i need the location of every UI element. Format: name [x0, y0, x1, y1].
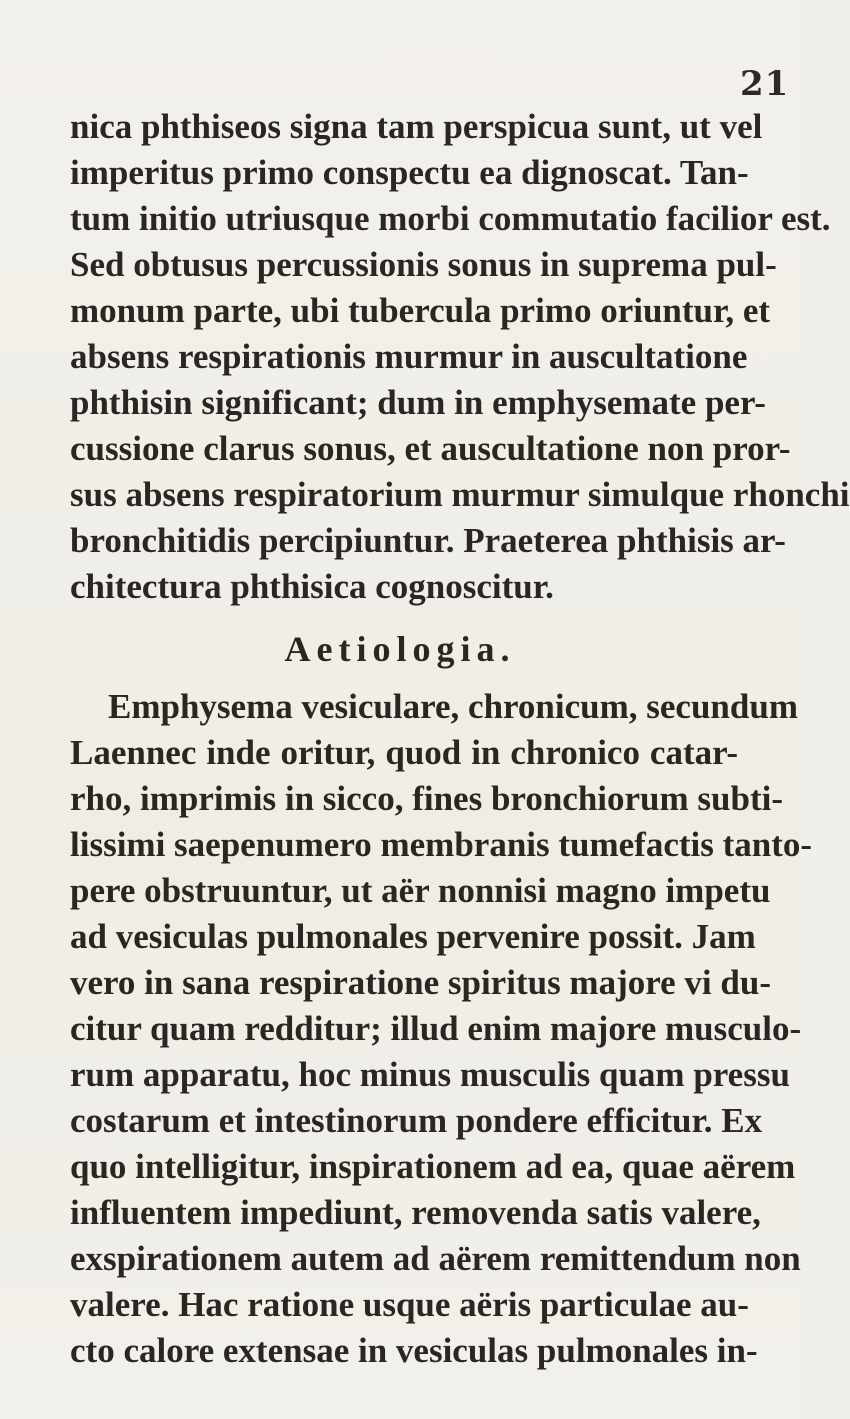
text-line: absens respirationis murmur in auscultatione — [70, 337, 748, 376]
text-line: Emphysema vesiculare, chronicum, secundum — [108, 687, 798, 726]
text-line: exspirationem autem ad aërem remittendum non — [70, 1239, 801, 1278]
text-line: sus absens respiratorium murmur simulque rhonchi — [70, 475, 850, 514]
text-line: Sed obtusus percussionis sonus in suprema pul- — [70, 245, 777, 284]
text-line: costarum et intestinorum pondere efficitur. Ex — [70, 1101, 763, 1140]
text-line: lissimi saepenumero membranis tumefactis tanto- — [70, 825, 813, 864]
text-line: monum parte, ubi tubercula primo oriuntur, et — [70, 291, 771, 330]
text-line: cto calore extensae in vesiculas pulmonales in- — [70, 1331, 758, 1370]
text-line: pere obstruuntur, ut aër nonnisi magno impetu — [70, 871, 771, 910]
text-line: citur quam redditur; illud enim majore musculo- — [70, 1009, 802, 1048]
text-line: cussione clarus sonus, et auscultatione non pror- — [70, 429, 791, 468]
text-line: bronchitidis percipiuntur. Praeterea phthisis ar- — [70, 521, 786, 560]
text-line: Laennec inde oritur, quod in chronico catar- — [70, 733, 738, 772]
text-line: ad vesiculas pulmonales pervenire possit. Jam — [70, 917, 756, 956]
section-heading: Aetiologia. — [284, 629, 516, 669]
text-line: influentem impediunt, removenda satis valere, — [70, 1193, 761, 1232]
page-number: 21 — [740, 64, 790, 104]
text-line: phthisin significant; dum in emphysemate per- — [70, 383, 766, 422]
text-line: rho, imprimis in sicco, fines bronchiorum subti- — [70, 779, 784, 818]
text-line: tum initio utriusque morbi commutatio facilior est. — [70, 199, 831, 238]
text-line: valere. Hac ratione usque aëris particulae au- — [70, 1285, 749, 1324]
text-line: quo intelligitur, inspirationem ad ea, quae aërem — [70, 1147, 796, 1186]
text-line: rum apparatu, hoc minus musculis quam pressu — [70, 1055, 790, 1094]
text-line: vero in sana respiratione spiritus majore vi du- — [70, 963, 771, 1002]
text-line: imperitus primo conspectu ea dignoscat. Tan- — [70, 153, 749, 192]
text-line: chitectura phthisica cognoscitur. — [70, 567, 554, 606]
text-line: nica phthiseos signa tam perspicua sunt, ut vel — [70, 107, 763, 146]
